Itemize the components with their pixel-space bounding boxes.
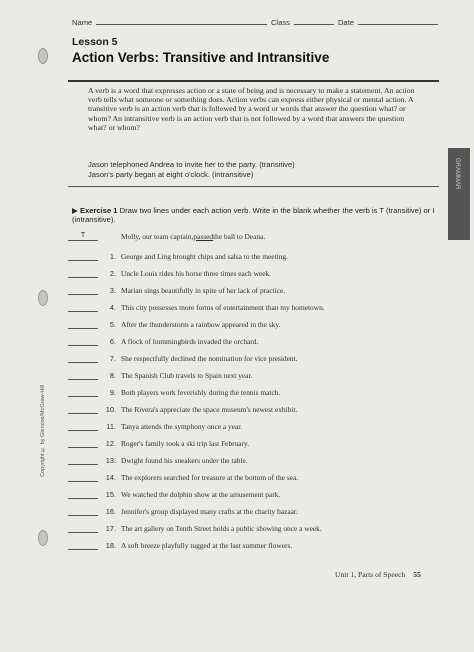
side-tab-label: GRAMMAR — [454, 158, 460, 190]
binder-hole-bottom — [38, 530, 48, 546]
binder-hole-top — [38, 48, 48, 64]
exercise-label: Exercise 1 — [79, 206, 118, 215]
exercise-item — [68, 320, 448, 329]
class-label: Class — [270, 18, 290, 27]
answer-blank[interactable] — [68, 464, 98, 465]
answer-blank[interactable] — [68, 311, 98, 312]
exercise-item — [68, 439, 448, 448]
sample-before: Molly, our team captain, — [121, 232, 194, 241]
item-number: 5. — [109, 320, 116, 329]
sample-after: the ball to Deana. — [213, 232, 266, 241]
item-number: 10. — [105, 405, 116, 414]
item-sentence: Roger's family took a ski trip last February. — [121, 439, 250, 448]
item-sentence: She respectfully declined the nomination for vice president. — [121, 354, 298, 363]
date-label: Date — [337, 18, 354, 27]
item-number: 11. — [106, 422, 116, 431]
page-number: 55 — [413, 570, 421, 579]
item-number: 8. — [109, 371, 116, 380]
exercise-instructions: ▶ Exercise 1 Draw two lines under each action verb. Write in the blank whether the verb is T (transitive) or I (intransitive). — [72, 206, 435, 225]
answer-blank[interactable] — [68, 396, 98, 397]
exercise-item — [68, 337, 448, 346]
item-number: 6. — [109, 337, 116, 346]
grammar-side-tab — [448, 148, 470, 240]
sample-item — [68, 232, 448, 241]
item-number: 1. — [109, 252, 116, 261]
item-number: 15. — [105, 490, 116, 499]
item-number: 18. — [105, 541, 116, 550]
item-sentence: The Rivera's appreciate the space museum's newest exhibit. — [121, 405, 298, 414]
answer-blank[interactable] — [68, 277, 98, 278]
exercise-item — [68, 303, 448, 312]
page-title: Action Verbs: Transitive and Intransitive — [72, 50, 330, 65]
answer-blank[interactable] — [68, 532, 98, 533]
item-sentence: This city possesses more forms of entertainment than my hometown. — [121, 303, 325, 312]
answer-blank[interactable] — [68, 413, 98, 414]
item-number: 17. — [105, 524, 116, 533]
item-sentence: We watched the dolphin show at the amusement park. — [121, 490, 281, 499]
lesson-number: Lesson 5 — [72, 36, 118, 48]
exercise-item — [68, 490, 448, 499]
exercise-item — [68, 371, 448, 380]
item-sentence: After the thunderstorm a rainbow appeared in the sky. — [121, 320, 281, 329]
name-blank — [96, 24, 267, 25]
item-sentence: A soft breeze playfully tugged at the last summer flowers. — [121, 541, 293, 550]
item-sentence: Both players work feverishly during the tennis match. — [121, 388, 281, 397]
item-sentence: The explorers searched for treasure at the bottom of the sea. — [121, 473, 299, 482]
exercise-item — [68, 405, 448, 414]
answer-blank[interactable] — [68, 515, 98, 516]
answer-blank[interactable] — [68, 345, 98, 346]
answer-blank[interactable] — [68, 481, 98, 482]
answer-blank[interactable] — [68, 260, 98, 261]
answer-blank[interactable] — [68, 498, 98, 499]
header-line — [72, 18, 442, 27]
section-rule — [68, 186, 439, 187]
answer-blank[interactable] — [68, 379, 98, 380]
class-blank — [294, 24, 334, 25]
item-sentence: Tanya attends the symphony once a year. — [121, 422, 243, 431]
footer-unit: Unit 1, Parts of Speech — [335, 570, 406, 579]
item-sentence: George and Ling brought chips and salsa to the meeting. — [121, 252, 288, 261]
answer-blank[interactable] — [68, 294, 98, 295]
date-blank — [358, 24, 438, 25]
item-number: 13. — [105, 456, 116, 465]
item-sentence: Jennifer's group displayed many crafts at the charity bazaar. — [121, 507, 298, 516]
exercise-item — [68, 456, 448, 465]
exercise-item — [68, 473, 448, 482]
item-number: 12. — [105, 439, 116, 448]
item-sentence: Dwight found his sneakers under the table. — [121, 456, 248, 465]
item-number: 16. — [105, 507, 116, 516]
exercise-item — [68, 507, 448, 516]
example-intransitive: Jason's party began at eight o'clock. (intransitive) — [88, 170, 254, 179]
sample-answer: T — [68, 232, 98, 241]
item-sentence: The art gallery on Tenth Street holds a public showing once a week. — [121, 524, 322, 533]
exercise-item — [68, 286, 448, 295]
exercise-item — [68, 252, 448, 261]
item-sentence: Uncle Louis rides his horse three times each week. — [121, 269, 272, 278]
intro-paragraph: A verb is a word that expresses action or a state of being and is necessary to make a statement. An action verb tells what someone or something does. Action verbs can express either physical or mental action. A transitive verb is an action verb that is followed by a word or words that answer the question what? or whom? An intransitive verb is an action verb that is not followed by a word that answers the question what? or whom? — [88, 86, 415, 132]
answer-blank[interactable] — [68, 328, 98, 329]
item-number: 14. — [105, 473, 116, 482]
title-rule — [68, 80, 439, 82]
answer-blank[interactable] — [68, 447, 98, 448]
page-footer — [335, 570, 421, 579]
item-number: 9. — [109, 388, 116, 397]
exercise-item — [68, 422, 448, 431]
answer-blank[interactable] — [68, 362, 98, 363]
example-transitive: Jason telephoned Andrea to invite her to the party. (transitive) — [88, 160, 295, 169]
exercise-item — [68, 388, 448, 397]
item-number: 2. — [109, 269, 116, 278]
sample-verb: passed — [193, 232, 214, 241]
answer-blank[interactable] — [68, 549, 98, 550]
item-sentence: The Spanish Club travels to Spain next year. — [121, 371, 253, 380]
item-sentence: Marian sings beautifully in spite of her lack of practice. — [121, 286, 286, 295]
exercise-item — [68, 269, 448, 278]
item-sentence: A flock of hummingbirds invaded the orchard. — [121, 337, 259, 346]
exercise-item — [68, 524, 448, 533]
copyright-notice: Copyright © by Glencoe/McGraw-Hill — [40, 385, 46, 477]
exercise-text: Draw two lines under each action verb. Write in the blank whether the verb is T (transitive) or I (intransitive). — [72, 206, 435, 225]
exercise-item — [68, 541, 448, 550]
item-number: 3. — [109, 286, 116, 295]
answer-blank[interactable] — [68, 430, 98, 431]
item-number: 4. — [109, 303, 116, 312]
binder-hole-middle — [38, 290, 48, 306]
item-number: 7. — [109, 354, 116, 363]
exercise-item — [68, 354, 448, 363]
name-label: Name — [72, 18, 93, 27]
